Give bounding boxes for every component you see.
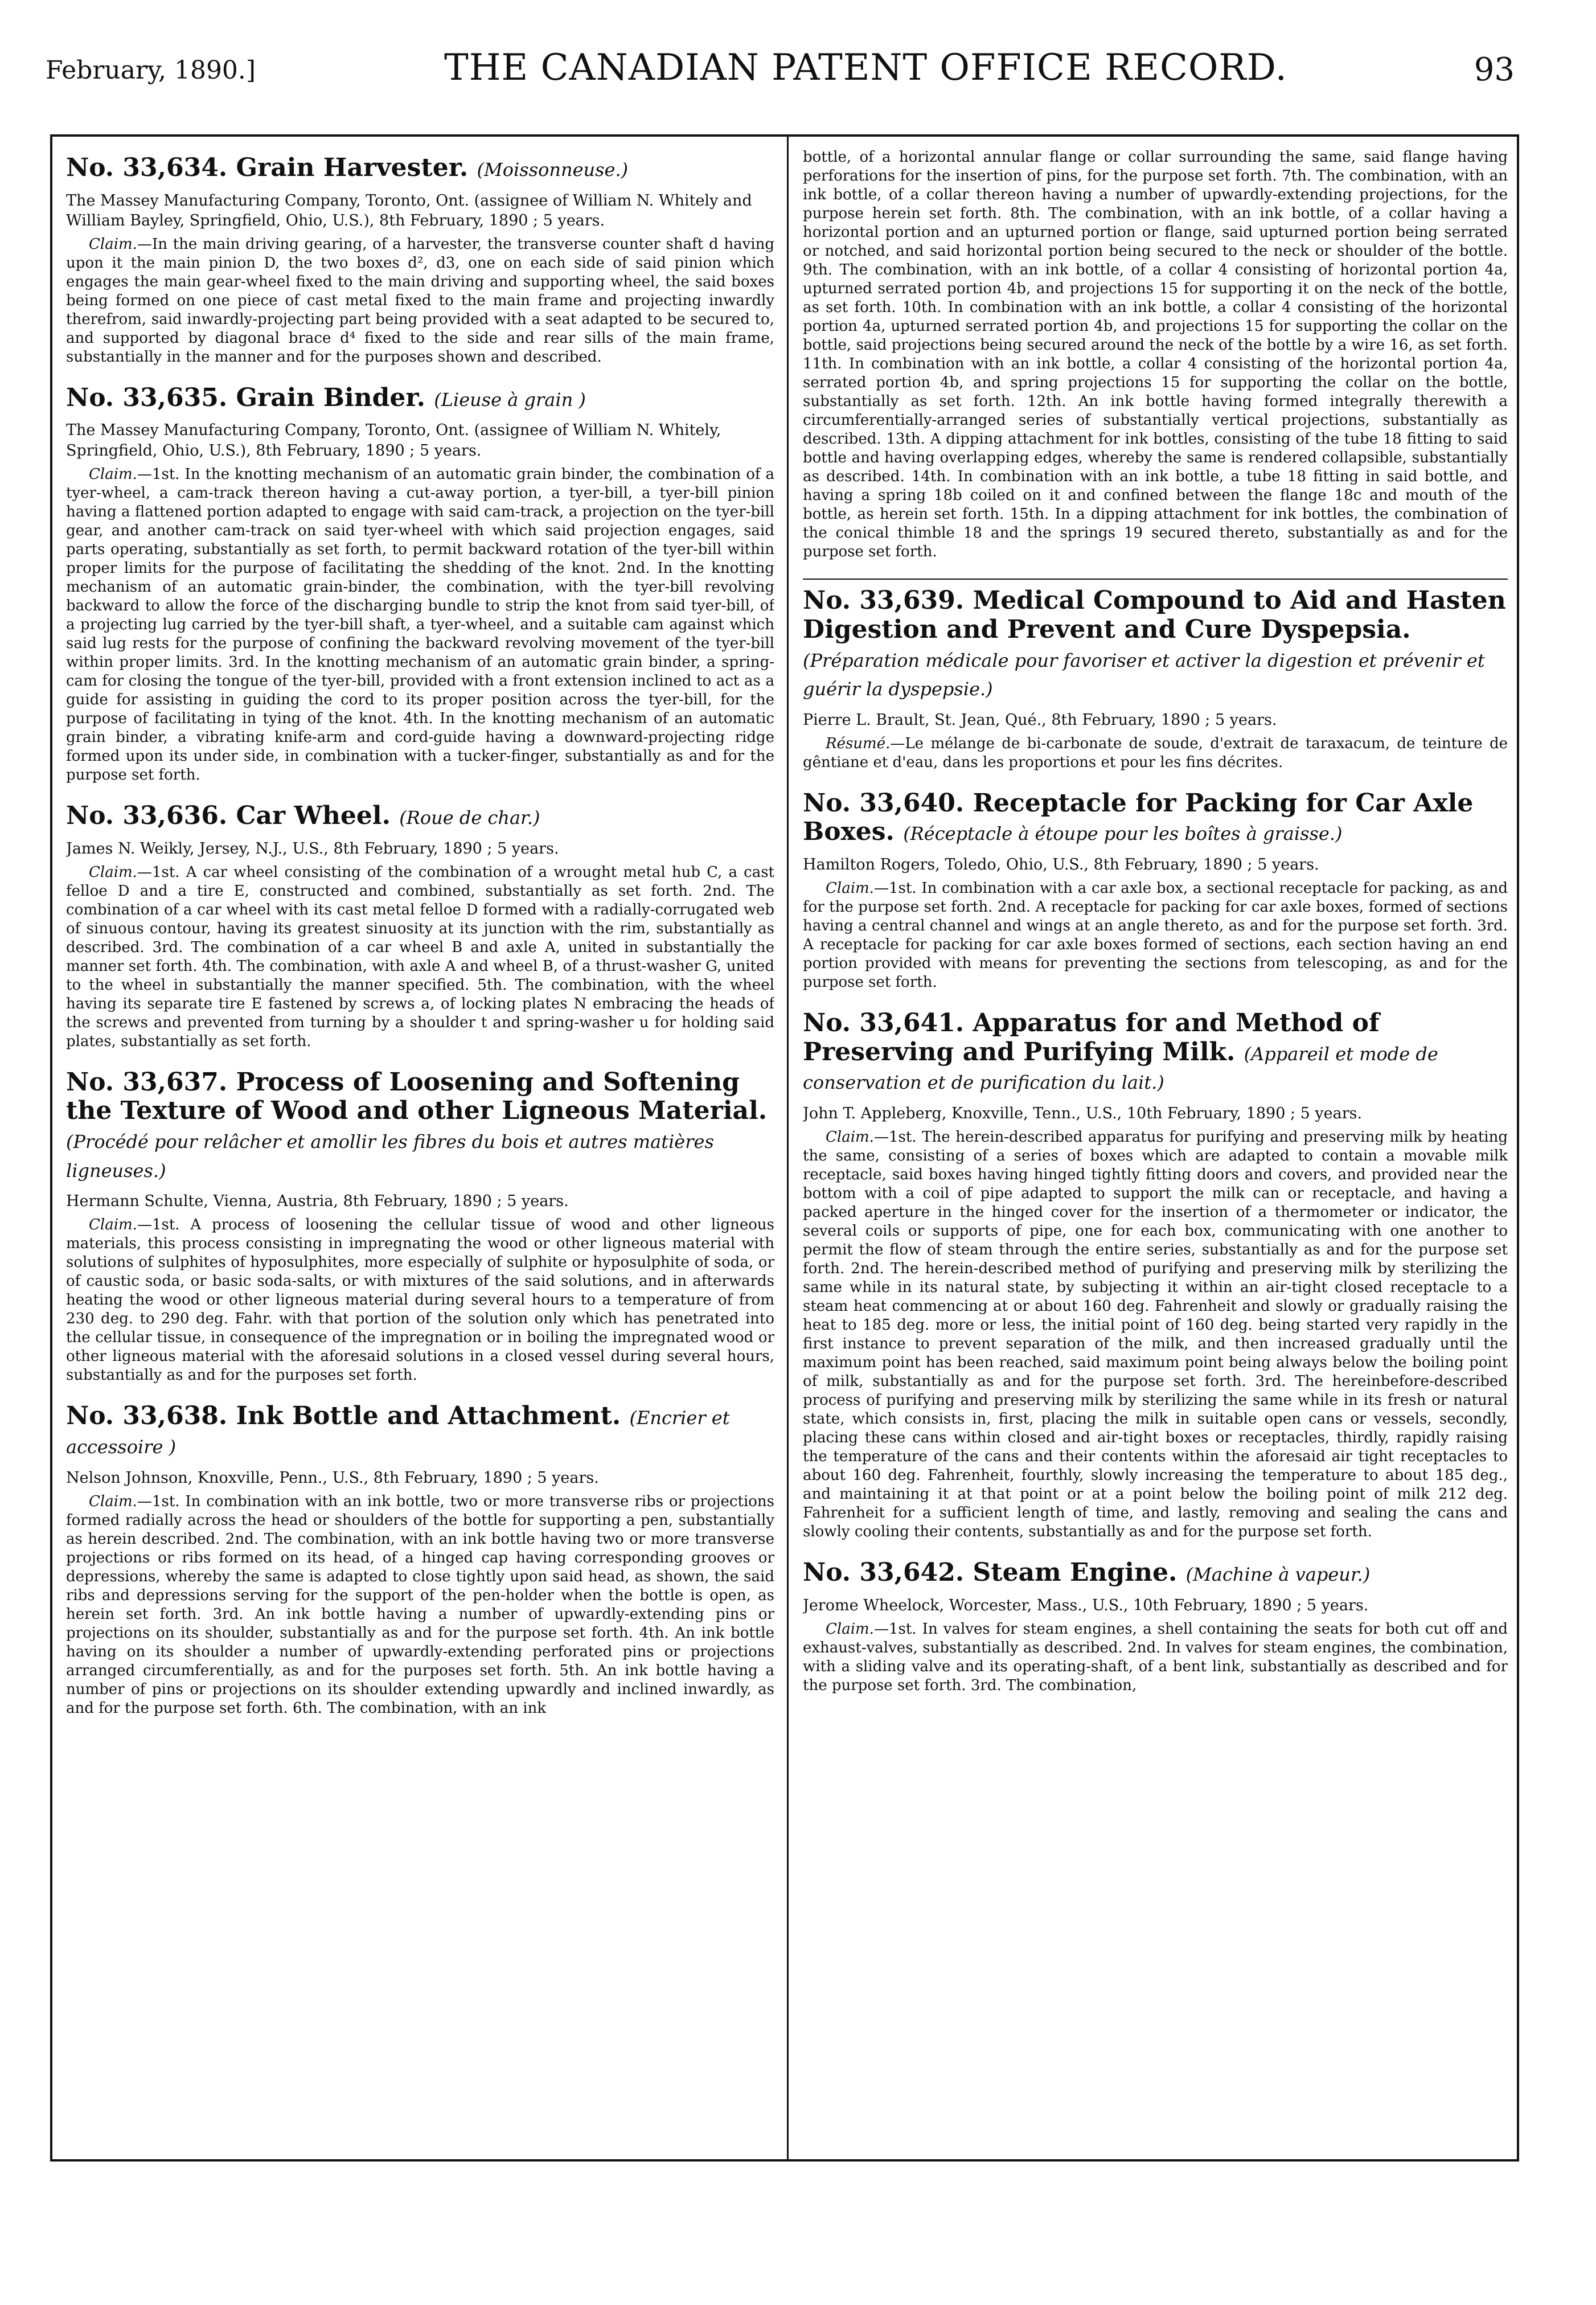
entry-heading <box>803 586 1508 702</box>
entry-heading <box>66 1068 774 1183</box>
french-title: (Réceptacle à étoupe pour les boîtes à graisse.) <box>903 823 1343 845</box>
french-title: (Moissonneuse.) <box>477 159 629 181</box>
french-title: (Appareil et mode de conservation et de purification du lait.) <box>803 1043 1438 1094</box>
claim-label: Claim. <box>89 235 137 253</box>
patent-number: No. 33,639. <box>803 586 965 616</box>
patent-number: No. 33,640. <box>803 788 965 818</box>
patent-assignee: John T. Appleberg, Knoxville, Tenn., U.S., 10th February, 1890 ; 5 years. <box>803 1105 1363 1122</box>
patent-claim <box>66 465 774 785</box>
entry-heading <box>66 802 774 831</box>
claim-text: —1st. A process of loosening the cellular tissue of wood and other ligneous materials, this process consisting in impregnating the wood or other ligneous material with solutions of sulphites of hyposulphites, more especially of sulphite or hyposulphite of soda, or of caustic soda, or basic soda-salts, or with mixtures of the said solutions, and in afterwards heating the wood or other ligneous material during several hours to a temperature of from 230 deg. to 290 deg. Fahr. with that portion of the solution only which has penetrated into the cellular tissue, in consequence of the impregnation or in boiling the impregnated wood or other ligneous material with the aforesaid solutions in a closed vessel during several hours, substantially as and for the purposes set forth. <box>66 1216 774 1384</box>
page-number: 93 <box>1474 51 1515 88</box>
patent-title: Receptacle for Packing for Car Axle Boxes. <box>803 788 1474 847</box>
patent-claim <box>803 735 1508 772</box>
patent-entry <box>66 1402 774 1717</box>
claim-label: Résumé. <box>826 735 891 752</box>
patent-title: Process of Loosening and Softening the Texture of Wood and other Ligneous Material. <box>66 1067 768 1126</box>
claim-label: Claim. <box>826 880 874 897</box>
patent-entry <box>803 789 1508 992</box>
claim-text: —1st. A car wheel consisting of the combination of a wrought metal hub C, a cast felloe D and a tire E, constructed and combined, substantially as set forth. 2nd. The combination of a car wheel with its cast metal felloe D formed with a radially-corrugated web of sinuous contour, having its greatest sinuosity at its junction with the rim, substantially as described. 3rd. The combination of a car wheel B and axle A, united in substantially the manner set forth. 4th. The combination, with axle A and wheel B, of a thrust-washer G, united to the wheel in substantially the manner specified. 5th. The combination, with the wheel having its separate tire E fastened by screws a, of locking plates N embracing the heads of the screws and prevented from turning by a shoulder t and spring-washer u for holding said plates, substantially as set forth. <box>66 863 774 1050</box>
patent-assignee: Nelson Johnson, Knoxville, Penn., U.S., 8th February, 1890 ; 5 years. <box>66 1469 599 1487</box>
patent-title: Ink Bottle and Attachment. <box>236 1401 621 1431</box>
patent-number: No. 33,638. <box>66 1401 228 1431</box>
patent-entry <box>66 1068 774 1385</box>
claim-text: —In the main driving gearing, of a harvester, the transverse counter shaft d having upon it the main pinion D, the two boxes d², d3, one on each side of said pinion which engages the main gear-wheel fixed to the main driving and supporting wheel, the said boxes being formed on one piece of cast metal fixed to the main frame and projecting inwardly therefrom, said inwardly-projecting part being provided with a seat adapted to be secured to, and supported by diagonal brace d⁴ fixed to the side and rear sills of the main frame, substantially in the manner and for the purposes shown and described. <box>66 235 774 366</box>
claim-text: —1st. The herein-described apparatus for purifying and preserving milk by heating the same, consisting of a series of boxes which are adapted to contain a movable milk receptacle, said boxes having hinged tightly fitting doors and covers, and provided near the bottom with a coil of pipe adapted to support the milk can or receptacle, and having a packed aperture in the hinged cover for the insertion of a thermometer or indicator, the several coils or supports of pipe, one for each box, communicating with one another to permit the flow of steam through the entire series, substantially as and for the purpose set forth. 2nd. The herein-described method of purifying and preserving milk by sterilizing the same while in its natural state, by subjecting it within an air-tight closed receptacle to a steam heat commencing at or about 160 deg. Fahrenheit and slowly or gradually raising the heat to 185 deg. more or less, the initial point of 160 deg. being started very rapidly in the first instance to prevent separation of the milk, and then increased gradually until the maximum point has been reached, said maximum point being always below the boiling point of milk, substantially as and for the purpose set forth. 3rd. The hereinbefore-described process of purifying and preserving milk by sterilizing the same while in its fresh or natural state, which consists in, first, placing the milk in suitable open cans or vessels, secondly, placing these cans within closed and air-tight boxes or receptacles, thirdly, rapidly raising the temperature of the cans and their contents within the aforesaid air tight receptacles to about 160 deg. Fahrenheit, fourthly, slowly increasing the temperature to about 185 deg., and maintaining it at that point or at a point below the boiling point of milk 212 deg. Fahrenheit for a sufficient length of time, and lastly, removing and sealing the cans and slowly cooling their contents, substantially as and for the purpose set forth. <box>803 1129 1508 1541</box>
claim-label: Claim. <box>826 1129 874 1146</box>
claim-label: Claim. <box>89 465 137 483</box>
patent-entry <box>66 154 774 367</box>
right-column <box>803 148 1508 2148</box>
claim-text: —1st. In the knotting mechanism of an automatic grain binder, the combination of a tyer-wheel, a cam-track thereon having a cut-away portion, a tyer-bill, a tyer-bill pinion having a flattened portion adapted to engage with said cam-track, a projection on the tyer-bill gear, and another cam-track on said tyer-wheel with which said projection engages, said parts operating, substantially as set forth, to permit backward rotation of the tyer-bill within proper limits for the purpose of facilitating the shedding of the knot. 2nd. In the knotting mechanism of an automatic grain-binder, the combination, with the tyer-bill revolving backward to allow the force of the discharging bundle to strip the knot from said tyer-bill, of a projecting lug carried by the tyer-bill shaft, a tyer-wheel, and a suitable cam against which said lug rests for the purpose of confining the backward revolving movement of the tyer-bill within proper limits. 3rd. In the knotting mechanism of an automatic grain binder, a spring-cam for closing the tongue of the tyer-bill, provided with a front extension inclined to act as a guide for assisting in guiding the cord to its proper position across the tyer-bill, for the purpose of facilitating in tying of the knot. 4th. In the knotting mechanism of an automatic grain binder, a vibrating knife-arm and cord-guide having a downward-projecting ridge formed upon its under side, in combination with a tucker-finger, substantially as and for the purpose set forth. <box>66 465 774 784</box>
patent-title: Apparatus for and Method of Preserving and Purifying Milk. <box>803 1008 1380 1067</box>
claim-label: Claim. <box>89 1216 137 1234</box>
patent-entry <box>66 384 774 785</box>
patent-assignee: The Massey Manufacturing Company, Toronto, Ont. (assignee of William N. Whitely, Springfield, Ohio, U.S.), 8th February, 1890 ; 5 years. <box>66 421 721 460</box>
patent-assignee: Hermann Schulte, Vienna, Austria, 8th February, 1890 ; 5 years. <box>66 1192 569 1211</box>
journal-title: THE CANADIAN PATENT OFFICE RECORD. <box>444 47 1287 89</box>
patent-number: No. 33,637. <box>66 1067 228 1097</box>
french-title: (Encrier et accessoire ) <box>66 1407 730 1458</box>
patent-claim <box>66 235 774 367</box>
patent-assignee: Pierre L. Brault, St. Jean, Qué., 8th February, 1890 ; 5 years. <box>803 711 1277 729</box>
patent-title: Steam Engine. <box>973 1558 1177 1588</box>
patent-number: No. 33,642. <box>803 1558 965 1588</box>
patent-entry <box>803 586 1508 772</box>
claim-label: Claim. <box>89 1492 137 1510</box>
patent-assignee: Jerome Wheelock, Worcester, Mass., U.S., 10th February, 1890 ; 5 years. <box>803 1597 1369 1615</box>
patent-assignee: The Massey Manufacturing Company, Toronto, Ont. (assignee of William N. Whitely and William Bayley, Springfield, Ohio, U.S.), 8th February, 1890 ; 5 years. <box>66 191 752 229</box>
patent-number: No. 33,641. <box>803 1008 965 1038</box>
continued-claim-text: bottle, of a horizontal annular flange or collar surrounding the same, said flange having perforations for the insertion of pins, for the purpose set forth. 7th. The combination, with an ink bottle, of a collar thereon having a number of upwardly-extending projections, for the purpose herein set forth. 8th. The combination, with an ink bottle, of a collar having a horizontal portion and an upturned portion or flange, said upturned portion being serrated or notched, and said horizontal portion being secured to the neck or shoulder of the bottle. 9th. The combination, with an ink bottle, of a collar 4 consisting of horizontal portion 4a, upturned serrated portion 4b, and projections 15 for supporting it on the neck of the bottle, as set forth. 10th. In combination with an ink bottle, a collar 4 consisting of the horizontal portion 4a, upturned serrated portion 4b, and projections 15 for supporting the collar on the bottle, said projections being secured around the neck of the bottle by a wire 16, as set forth. 11th. In combination with an ink bottle, a collar 4 consisting of the horizontal portion 4a, serrated portion 4b, and spring projections 15 for supporting the collar on the bottle, substantially as set forth. 12th. An ink bottle having formed integrally therewith a circumferentially-arranged series of substantially vertical projections, substantially as described. 13th. A dipping attachment for ink bottles, consisting of the tube 18 fitting to said bottle and having overlapping edges, whereby the same is rendered collapsible, substantially as described. 14th. In combination with an ink bottle, a tube 18 fitting in said bottle, and having a spring 18b coiled on it and confined between the flange 18c and mouth of the bottle, as herein set forth. 15th. In a dipping attachment for ink bottles, the combination of the conical thimble 18 and the springs 19 secured thereto, substantially as and for the purpose set forth. <box>803 149 1508 561</box>
entry-heading <box>803 1009 1508 1096</box>
left-column <box>66 148 774 2148</box>
patent-claim <box>66 1216 774 1385</box>
entry-heading <box>803 789 1508 847</box>
patent-claim <box>66 1492 774 1718</box>
claim-text: —1st. In combination with an ink bottle, two or more transverse ribs or projections formed radially across the head or shoulders of the bottle for supporting a pen, substantially as herein described. 2nd. The combination, with an ink bottle having two or more transverse projections or ribs formed on its head, of a hinged cap having corresponding grooves or depressions, whereby the same is adapted to close tightly upon said head, as shown, the said ribs and depressions serving for the support of the pen-holder when the bottle is open, as herein set forth. 3rd. An ink bottle having a number of upwardly-extending pins or projections on its shoulder, substantially as and for the purpose set forth. 4th. An ink bottle having on its shoulder a number of upwardly-extending perforated pins or projections arranged circumferentially, as and for the purposes set forth. 5th. An ink bottle having a number of pins or projections on its shoulder extending upwardly and inclined inwardly, as and for the purpose set forth. 6th. The combination, with an ink <box>66 1492 774 1717</box>
entry-heading <box>66 154 774 183</box>
french-title: (Procédé pour relâcher et amollir les fibres du bois et autres matières ligneuses.) <box>66 1130 714 1182</box>
patent-claim <box>66 863 774 1051</box>
french-title: (Roue de char.) <box>399 806 540 829</box>
patent-entry <box>803 1558 1508 1695</box>
entry-heading <box>66 1402 774 1459</box>
entry-heading <box>803 1558 1508 1588</box>
claim-text: —1st. In valves for steam engines, a shell containing the seats for both cut off and exhaust-valves, substantially as described. 2nd. In valves for steam engines, the combination, with a sliding valve and its operating-shaft, of a bent link, substantially as described and for the purpose set forth. 3rd. The combination, <box>803 1621 1508 1695</box>
patent-claim <box>803 1620 1508 1695</box>
content-frame <box>50 134 1519 2162</box>
patent-claim <box>803 1128 1508 1541</box>
french-title: (Machine à vapeur.) <box>1185 1564 1371 1586</box>
claim-label: Claim. <box>89 863 137 881</box>
column-divider <box>787 137 789 2159</box>
entry-heading <box>66 384 774 413</box>
patent-title: Medical Compound to Aid and Hasten Digestion and Prevent and Cure Dyspepsia. <box>803 586 1506 644</box>
patent-claim <box>803 879 1508 992</box>
entry-separator <box>803 579 1508 580</box>
patent-number: No. 33,636. <box>66 801 228 830</box>
claim-label: Claim. <box>826 1621 874 1638</box>
page-header <box>46 44 1515 96</box>
patent-title: Grain Binder. <box>236 383 425 412</box>
claim-text: —Le mélange de bi-carbonate de soude, d'extrait de taraxacum, de teinture de gêntiane et d'eau, dans les proportions et pour les fins décrites. <box>803 735 1508 771</box>
patent-number: No. 33,634. <box>66 153 228 182</box>
header-date: February, 1890.] <box>46 56 256 85</box>
patent-entry <box>66 802 774 1051</box>
french-title: (Lieuse à grain ) <box>434 388 586 411</box>
patent-number: No. 33,635. <box>66 383 228 412</box>
french-title: (Préparation médicale pour favoriser et activer la digestion et prévenir et guérir la dyspepsie.) <box>803 649 1485 700</box>
patent-assignee: Hamilton Rogers, Toledo, Ohio, U.S., 8th February, 1890 ; 5 years. <box>803 856 1319 874</box>
patent-assignee: James N. Weikly, Jersey, N.J., U.S., 8th February, 1890 ; 5 years. <box>66 839 559 858</box>
claim-text: —1st. In combination with a car axle box, a sectional receptacle for packing, as and for the purpose set forth. 2nd. A receptacle for packing for car axle boxes, formed of sections having a central channel and wings at an angle thereto, as and for the purpose set forth. 3rd. A receptacle for packing for car axle boxes formed of sections, each section having an end portion provided with means for preventing the sections from telescoping, as and for the purpose set forth. <box>803 880 1508 991</box>
patent-title: Car Wheel. <box>236 801 391 830</box>
patent-title: Grain Harvester. <box>236 153 469 182</box>
patent-entry <box>803 1009 1508 1541</box>
